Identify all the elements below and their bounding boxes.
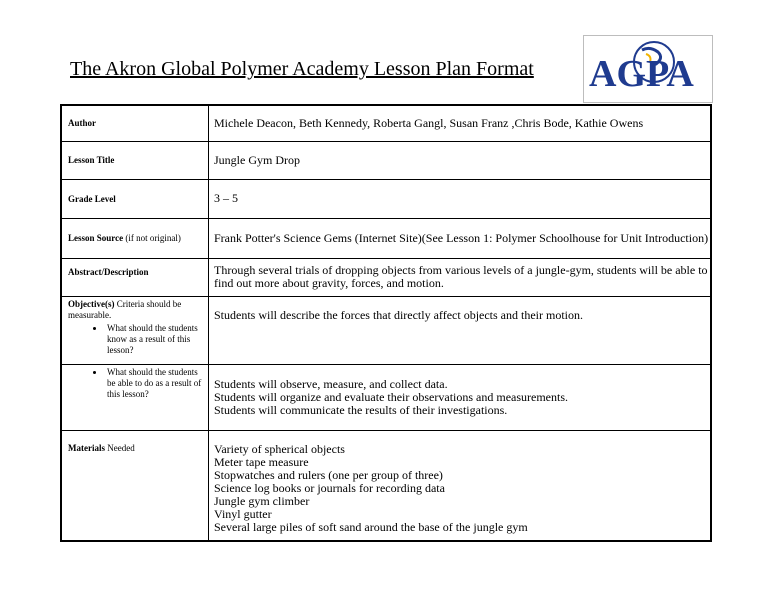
abstract-value: Through several trials of dropping objects from various levels of a jungle-gym, students will be able to find out more about gravity, forces, and motion. [209, 258, 712, 296]
table-row [61, 430, 711, 541]
materials-label: Materials Needed [61, 430, 209, 541]
list-item: Students will communicate the results of their investigations. [214, 402, 508, 417]
objective-question-do: • What should the students be able to do as a result of this lesson? [105, 367, 208, 400]
page-title: The Akron Global Polymer Academy Lesson Plan Format [70, 58, 534, 80]
table-row [61, 141, 711, 179]
list-item: Stopwatches and rulers (one per group of three) [214, 467, 443, 482]
table-row [61, 258, 711, 296]
list-item: Science log books or journals for recording data [214, 480, 445, 495]
table-row [61, 364, 711, 430]
agpa-logo [583, 35, 713, 103]
list-item: Variety of spherical objects [214, 441, 345, 456]
table-row [61, 218, 711, 258]
objectives-do-label [61, 364, 209, 430]
author-value: Michele Deacon, Beth Kennedy, Roberta Gangl, Susan Franz ,Chris Bode, Kathie Owens [209, 105, 712, 141]
list-item: Meter tape measure [214, 454, 309, 469]
author-label: Author [61, 105, 209, 141]
materials-list [209, 430, 712, 541]
table-row [61, 296, 711, 364]
list-item: Vinyl gutter [214, 506, 272, 521]
grade-level-label: Grade Level [61, 179, 209, 218]
table-row [61, 105, 711, 141]
lesson-title-label: Lesson Title [61, 141, 209, 179]
objective-answer-know: Students will describe the forces that directly affect objects and their motion. [209, 296, 712, 364]
lesson-plan-table [60, 104, 712, 542]
list-item: Jungle gym climber [214, 493, 310, 508]
list-item: Students will observe, measure, and collect data. [214, 376, 448, 391]
table-row [61, 179, 711, 218]
objective-question-know: • What should the students know as a result of this lesson? [105, 323, 208, 356]
list-item: Students will organize and evaluate their observations and measurements. [214, 389, 569, 404]
objectives-label: Objective(s) Criteria should be measurable. • What should the students know as a result of this lesson? [61, 296, 209, 364]
lesson-source-value: Frank Potter's Science Gems (Internet Site)(See Lesson 1: Polymer Schoolhouse for Unit Introduction) [209, 218, 712, 258]
logo-text: AGPA [589, 53, 694, 95]
abstract-label: Abstract/Description [61, 258, 209, 296]
globe-logo-icon [584, 36, 712, 102]
list-item: Several large piles of soft sand around the base of the jungle gym [214, 519, 528, 534]
lesson-title-value: Jungle Gym Drop [209, 141, 712, 179]
objective-answer-do [209, 364, 712, 430]
lesson-source-label: Lesson Source (if not original) [61, 218, 209, 258]
grade-level-value: 3 – 5 [209, 179, 712, 218]
